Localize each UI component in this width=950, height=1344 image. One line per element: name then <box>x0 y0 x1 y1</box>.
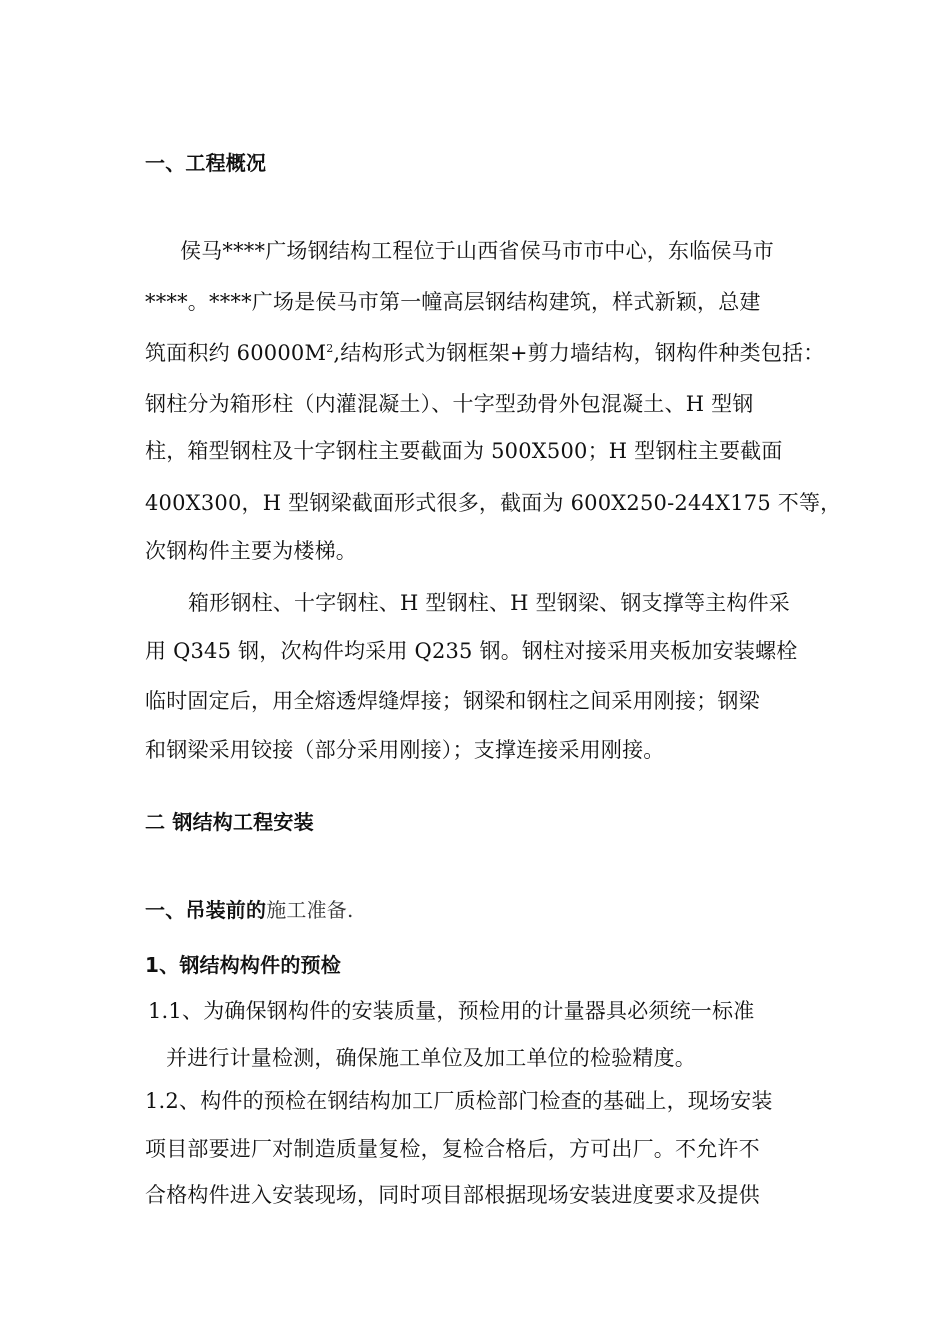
paragraph-line: 箱形钢柱、十字钢柱、H 型钢柱、H 型钢梁、钢支撑等主构件采 <box>188 591 790 615</box>
superscript: 2 <box>326 342 334 355</box>
subsection-heading-preparation <box>145 897 354 923</box>
heading-bold-part: 一、吊装前的 <box>145 898 267 922</box>
paragraph-line: 和钢梁采用铰接（部分采用刚接）；支撑连接采用刚接。 <box>145 738 665 762</box>
subsection-heading-precheck: 1、钢结构构件的预检 <box>145 953 341 977</box>
paragraph-line: 侯马****广场钢结构工程位于山西省侯马市市中心，东临侯马市 <box>180 239 774 263</box>
list-item: 1.1、为确保钢构件的安装质量，预检用的计量器具必须统一标准 <box>148 999 755 1023</box>
paragraph-line: 柱，箱型钢柱及十字钢柱主要截面为 500X500；H 型钢柱主要截面 <box>145 439 783 463</box>
paragraph-line <box>145 340 824 366</box>
paragraph-line: 400X300，H 型钢梁截面形式很多，截面为 600X250-244X175 不等， <box>145 491 842 515</box>
section-heading-overview: 一、工程概况 <box>145 151 267 175</box>
section-heading-installation: 二 钢结构工程安装 <box>145 810 314 834</box>
paragraph-line: 次钢构件主要为楼梯。 <box>145 539 357 563</box>
list-item-continuation: 并进行计量检测，确保施工单位及加工单位的检验精度。 <box>166 1046 696 1070</box>
paragraph-line: 钢柱分为箱形柱（内灌混凝土）、十字型劲骨外包混凝土、H 型钢 <box>145 392 754 416</box>
paragraph-line: 用 Q345 钢，次构件均采用 Q235 钢。钢柱对接采用夹板加安装螺栓 <box>145 639 798 663</box>
list-item: 1.2、构件的预检在钢结构加工厂质检部门检查的基础上，现场安装 <box>145 1089 773 1113</box>
heading-light-part: 施工准备. <box>266 898 354 922</box>
paragraph-line: ****。****广场是侯马市第一幢高层钢结构建筑，样式新颖，总建 <box>145 290 761 314</box>
list-item-continuation: 项目部要进厂对制造质量复检，复检合格后，方可出厂。不允许不 <box>145 1137 760 1161</box>
list-item-continuation: 合格构件进入安装现场，同时项目部根据现场安装进度要求及提供 <box>145 1183 760 1207</box>
area-text: 筑面积约 60000M <box>145 341 327 365</box>
structure-text: ,结构形式为钢框架+剪力墙结构，钢构件种类包括： <box>333 341 825 365</box>
paragraph-line: 临时固定后，用全熔透焊缝焊接；钢梁和钢柱之间采用刚接；钢梁 <box>145 689 760 713</box>
